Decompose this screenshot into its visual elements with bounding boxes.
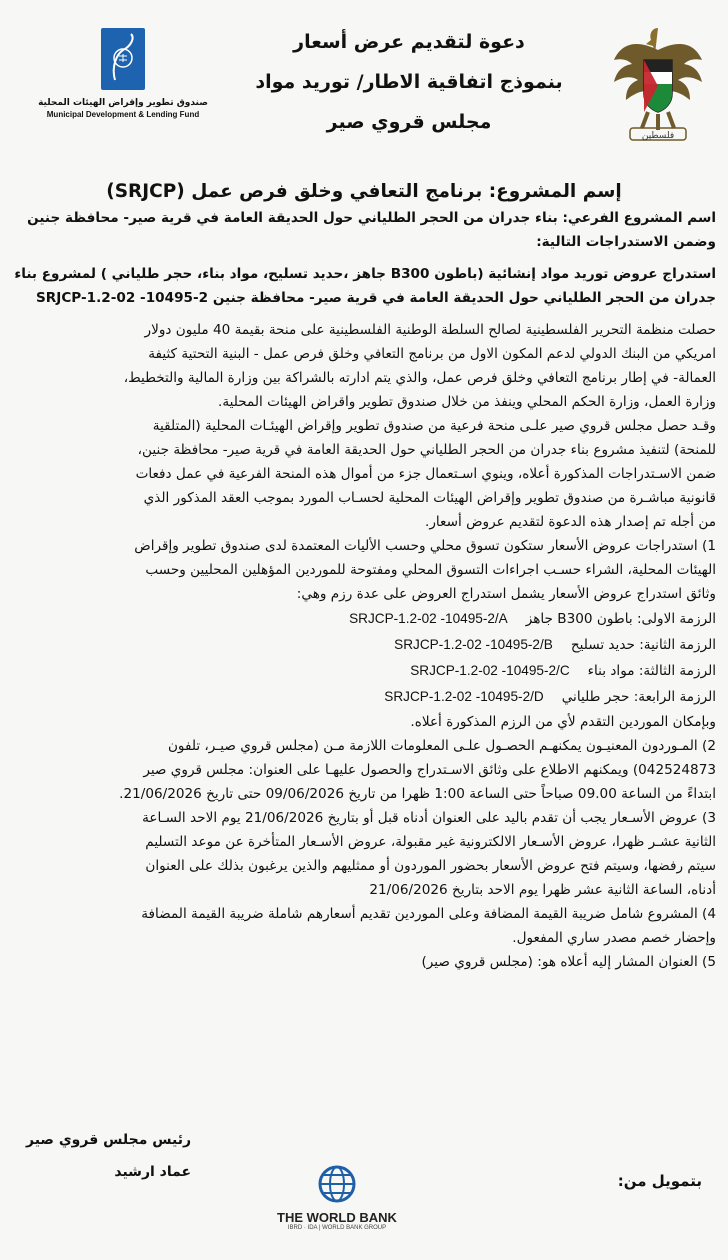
item-line: وإحضار خصم مصدر ساري المفعول. [512, 930, 716, 946]
lot-item: الرزمة الرابعة: حجر طليانيSRJCP-1.2-02 -10495-2/D [384, 689, 716, 705]
lot-item: الرزمة الاولى: باطون B300 جاهزSRJCP-1.2-02 -10495-2/A [349, 611, 716, 627]
footer [12, 1110, 716, 1260]
globe-icon [317, 1164, 357, 1204]
world-bank-logo [262, 1164, 412, 1231]
titles [222, 22, 596, 142]
subproject-line: اسم المشروع الفرعي: بناء جدران من الحجر الطلياني حول الحديقة العامة في قرية صير- محافظة جنين [27, 210, 716, 226]
world-bank-name: THE WORLD BANK [277, 1210, 397, 1225]
item-2 [12, 734, 716, 806]
signature-block [26, 1124, 191, 1188]
item-3 [12, 806, 716, 902]
invitation-title: دعوة لتقديم عرض أسعار [293, 31, 525, 53]
lots-list [12, 606, 716, 734]
mdlf-emblem-icon [101, 28, 145, 90]
mdlf-logo [28, 28, 218, 148]
item-line: وثائق استدراج عروض الأسعار يشمل استدراج العروض على عدة رزم وهي: [296, 586, 716, 602]
invitation-subtitle: بنموذج اتفاقية الاطار/ توريد مواد [255, 71, 563, 93]
item-line: ابتداءً من الساعة 09.00 صباحاً حتى الساعة 1:00 ظهرا من تاريخ 09/06/2026 حتى تاريخ 21/06/2026. [119, 786, 716, 802]
emblem-text: فلسطين [641, 131, 675, 141]
header [12, 0, 716, 170]
item-line: سيتم رفضها، وسيتم فتح عروض الأسعار بحضور الموردون أو ممثليهم والذين يرغبون بذلك على العنوان [145, 858, 716, 874]
item-line: 042524873) ويمكنهم الاطلاع على وثائق الاسـتدراج والحصول عليهـا على العنوان: مجلس قروي صير [143, 762, 716, 778]
mdlf-arabic-name: صندوق تطوير وإقراض الهيئات المحلية [38, 98, 208, 108]
paragraph-grant [12, 318, 716, 414]
tender-line: جدران من الحجر الطلياني حول الحديقة العامة في قرية صير- محافظة جنين SRJCP-1.2-02 -10495-2 [36, 290, 716, 306]
council-name: مجلس قروي صير [326, 111, 492, 133]
tender-description [12, 262, 716, 310]
paragraph-line: العمالة- في إطار برنامج التعافي وخلق فرص عمل، والذي يتم ادارته بالشراكة بين وزارة المالية والتخطيط، [123, 370, 716, 386]
signatory-title: رئيس مجلس قروي صير [26, 1132, 192, 1148]
item-line: 3) عروض الأسـعار يجب أن تقدم باليد على العنوان أدناه قبل أو بتاريخ 21/06/2026 يوم الاحد السـاعة [142, 810, 716, 826]
paragraph-line: امريكي من البنك الدولي لدعم المكون الاول من برنامج التعافي وخلق فرص عمل - البنية التحتية كثيفة [148, 346, 716, 362]
paragraph-line: وقـد حصل مجلس قروي صير علـى منحة فرعية من صندوق تطوير وإقراض الهيئـات المحلية (المتلقية [152, 418, 716, 434]
signatory-name: عماد ارشيد [114, 1164, 192, 1180]
palestine-eagle-emblem-icon [608, 20, 708, 150]
item-line: 2) المـوردون المعنيـون يمكنهـم الحصـول علـى المعلومات اللازمة مـن (مجلس قروي صيـر، تلفون [167, 738, 716, 754]
paragraph-line: قانونية مباشـرة من صندوق تطوير وإقراض الهيئات المحلية لحسـاب المورد بموجب العقد المذكور الذي [143, 490, 716, 506]
project-title: إسم المشروع: برنامج التعافي وخلق فرص عمل (SRJCP) [106, 181, 622, 202]
item-line: 4) المشروع شامل ضريبة القيمة المضافة وعلى الموردين تقديم أسعارهم شاملة ضريبة القيمة المضافة [141, 906, 716, 922]
item-line: الهيئات المحلية، الشراء حسـب اجراءات التسوق المحلي ومفتوحة للموردين المؤهلين المحليين وحسب [145, 562, 716, 578]
item-line: أدناه، الساعة الثانية عشر ظهرا يوم الاحد بتاريخ 21/06/2026 [369, 882, 716, 898]
item-5: 5) العنوان المشار إليه أعلاه هو: (مجلس قروي صير) [421, 954, 716, 970]
paragraph-line: للمنحة) لتنفيذ مشروع بناء جدران من الحجر الطلياني حول الحديقة العامة في قرية صير- محافظة جنين، [137, 442, 716, 458]
tender-line: استدراج عروض توريد مواد إنشائية (باطون B300 جاهز ،حديد تسليح، مواد بناء، حجر طلياني ) لمشروع بناء [14, 266, 716, 282]
paragraph-subgrant [12, 414, 716, 534]
world-bank-subtitle: IBRD · IDA | WORLD BANK GROUP [287, 1225, 387, 1231]
paragraph-line: وزارة العمل، وزارة الحكم المحلي وينفذ من خلال صندوق تطوير واقراض الهيئات المحلية. [218, 394, 716, 410]
item-line: الثانية عشـر ظهرا، عروض الأسـعار الالكترونية غير مقبولة، عروض الأسـعار المتأخرة عن موعد التسليم [145, 834, 716, 850]
item-4 [12, 902, 716, 950]
item-1 [12, 534, 716, 606]
lot-item: الرزمة الثالثة: مواد بناءSRJCP-1.2-02 -10495-2/C [410, 663, 716, 679]
lot-item: الرزمة الثانية: حديد تسليحSRJCP-1.2-02 -10495-2/B [394, 637, 716, 653]
tenders-intro: وضمن الاستدراجات التالية: [536, 234, 716, 250]
paragraph-line: من أجله تم إصدار هذه الدعوة لتقديم عروض أسعار. [425, 514, 716, 530]
funding-label: بتمويل من: [617, 1172, 702, 1190]
paragraph-line: ضمن الاسـتدراجات المذكورة أعلاه، وينوي اسـتعمال جزء من أموال هذه المنحة الفرعية في عمل دفعات [135, 466, 716, 482]
mdlf-english-name: Municipal Development & Lending Fund [46, 110, 200, 119]
lots-note: وبإمكان الموردين التقدم لأي من الرزم المذكورة أعلاه. [410, 714, 716, 730]
item-line: 1) استدراجات عروض الأسعار ستكون تسوق محلي وحسب الأليات المعتمدة لدى صندوق تطوير وإقراض [134, 538, 716, 554]
paragraph-line: حصلت منظمة التحرير الفلسطينية لصالح السلطة الوطنية الفلسطينية على منحة بقيمة 40 مليون دولار [144, 322, 716, 338]
